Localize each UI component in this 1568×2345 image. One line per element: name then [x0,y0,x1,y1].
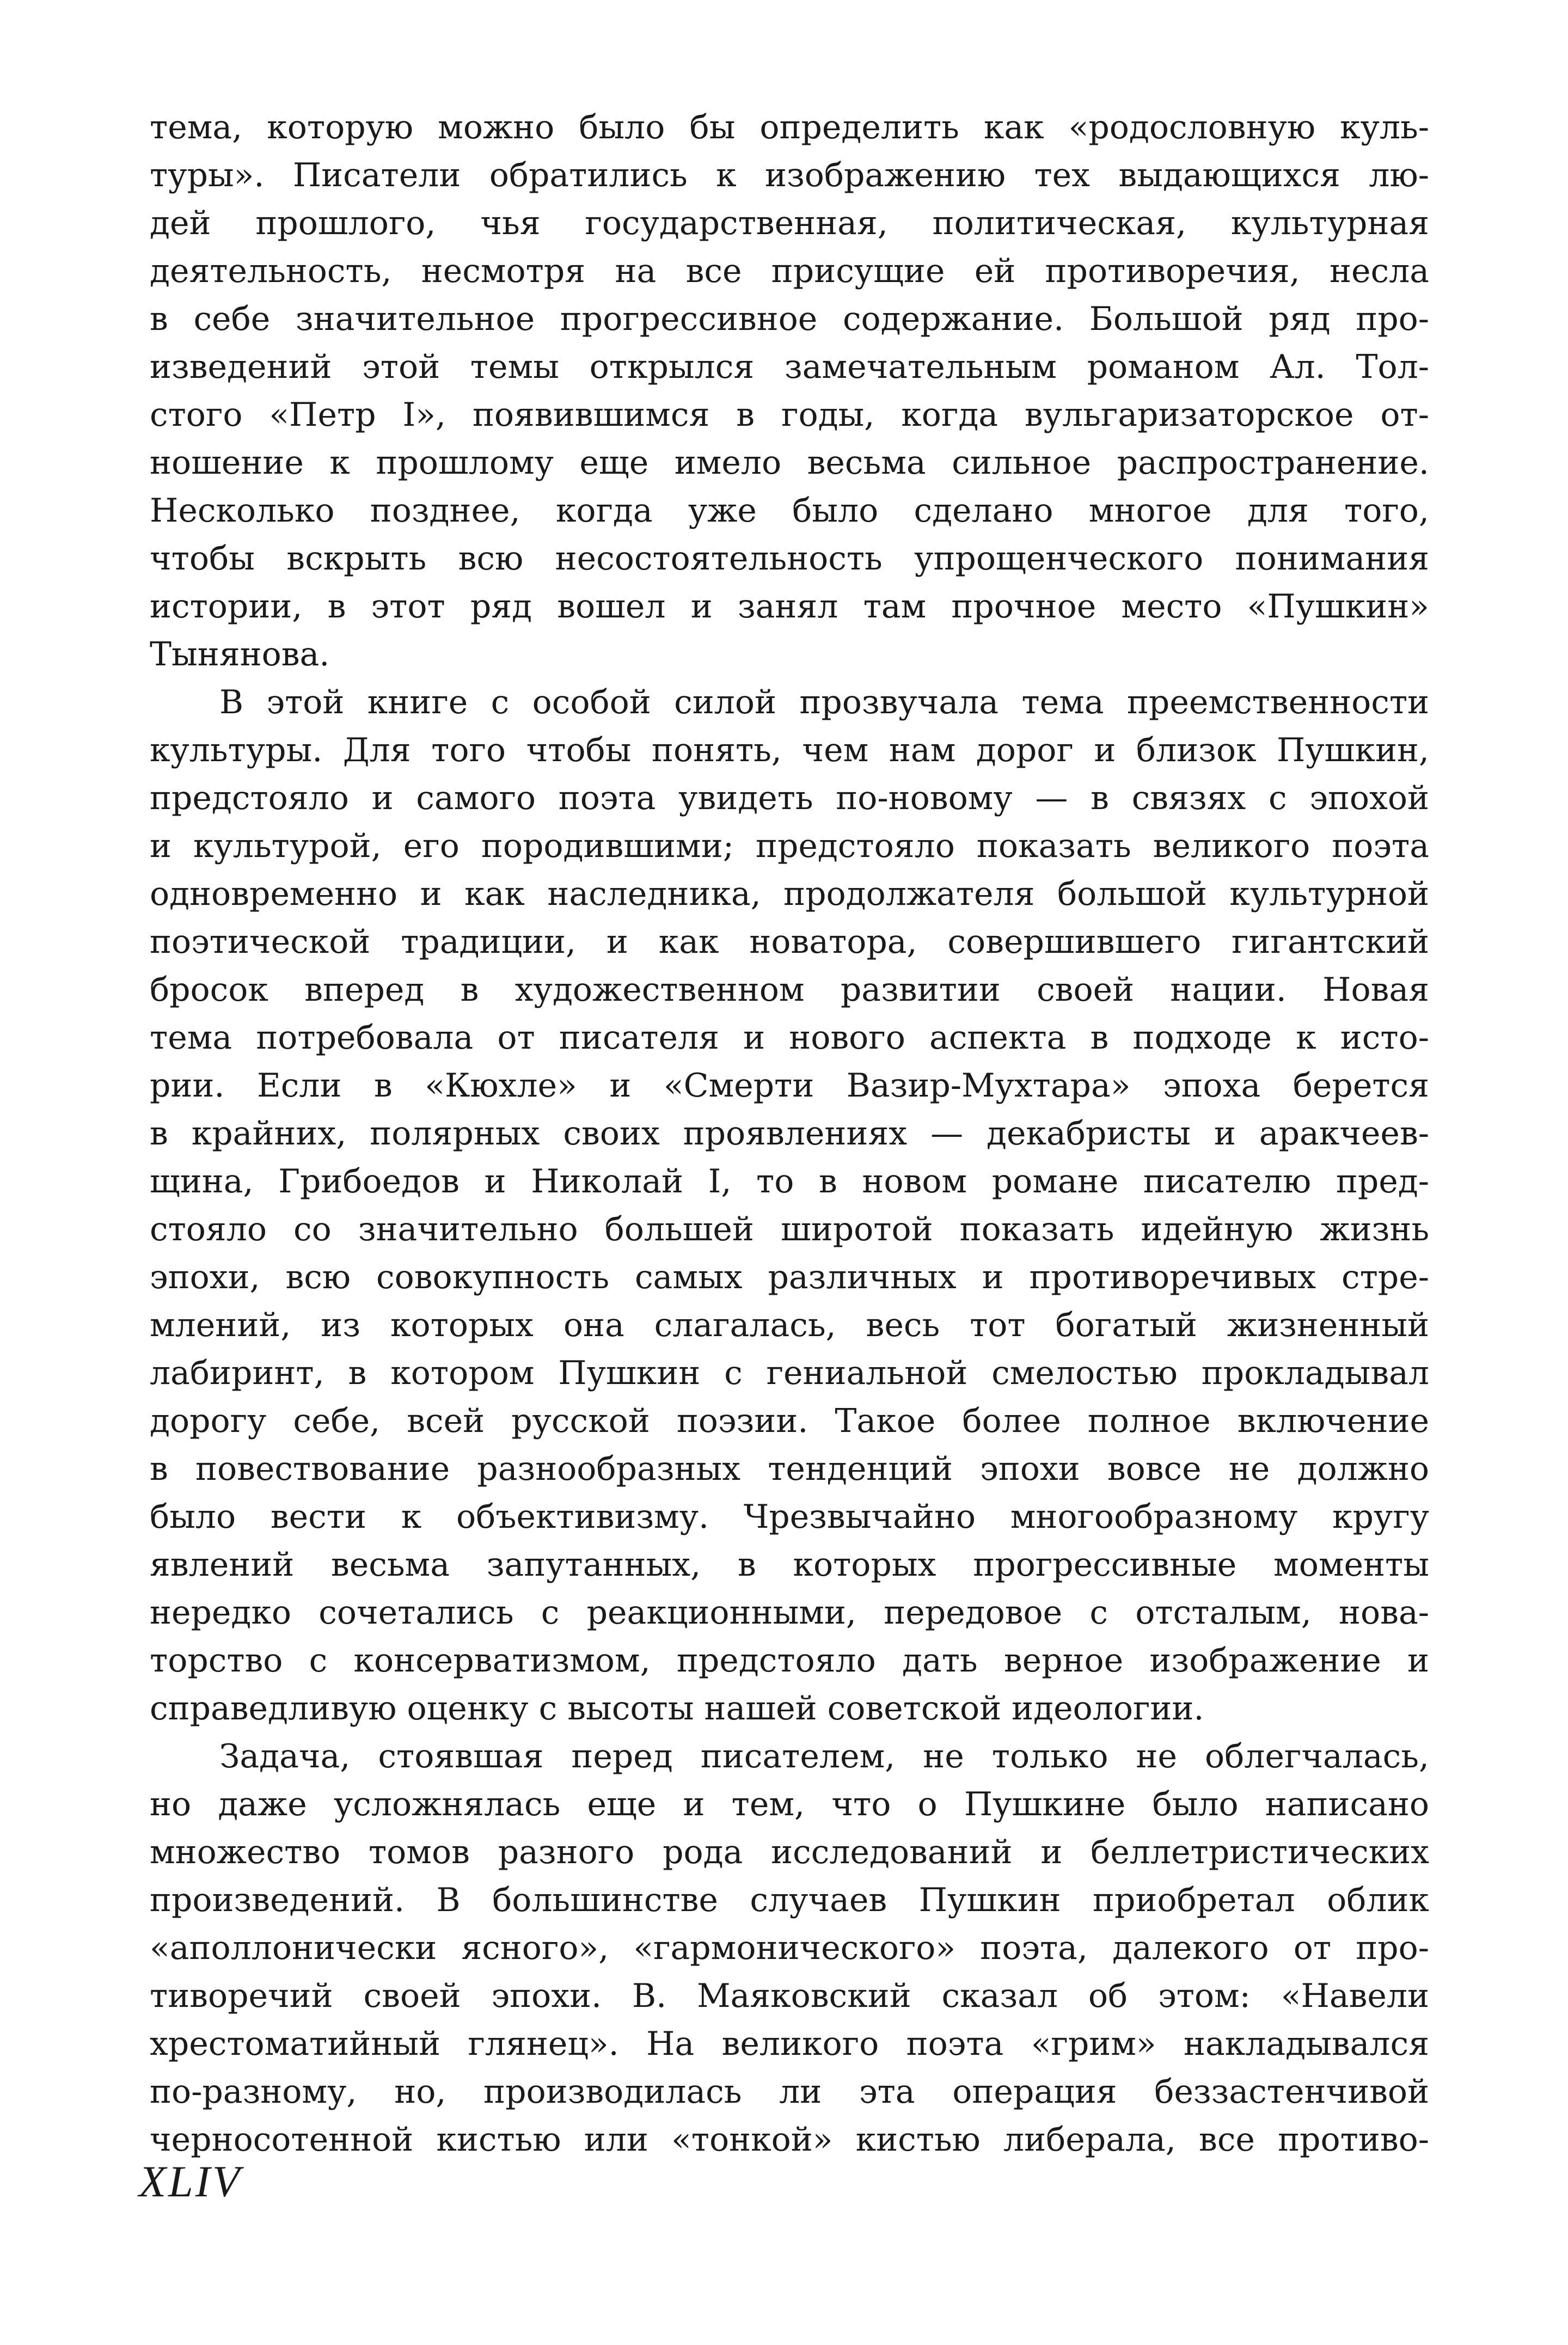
text-line: тема, которую можно было бы определить как «родословную куль- [150,108,1429,146]
text-line: нередко сочетались с реакционными, передовое с отсталым, нова- [150,1594,1429,1632]
text-line: В этой книге с особой силой прозвучала тема преемственности [219,683,1429,721]
text-line: лабиринт, в котором Пушкин с гениальной смелостью прокладывал [150,1354,1429,1392]
text-line: бросок вперед в художественном развитии своей нации. Новая [150,971,1429,1009]
text-line: явлений весьма запутанных, в которых прогрессивные моменты [150,1546,1429,1584]
text-line: млений, из которых она слагалась, весь тот богатый жизненный [150,1306,1429,1344]
text-line: торство с консерватизмом, предстояло дать верное изображение и [150,1642,1429,1680]
text-line: Задача, стоявшая перед писателем, не только не облегчалась, [219,1737,1429,1775]
text-line: чтобы вскрыть всю несостоятельность упрощенческого понимания [150,540,1429,578]
text-line: тиворечий своей эпохи. В. Маяковский сказал об этом: «Навели [150,1977,1429,2015]
text-line: туры». Писатели обратились к изображению тех выдающихся лю- [150,156,1429,194]
text-line: Несколько позднее, когда уже было сделано многое для того, [150,492,1429,530]
paragraph [150,678,1429,1732]
text-line: произведений. В большинстве случаев Пушкин приобретал облик [150,1881,1429,1919]
text-line: было вести к объективизму. Чрезвычайно многообразному кругу [150,1498,1429,1536]
paragraph [150,103,1429,678]
text-line: но даже усложнялась еще и тем, что о Пушкине было написано [150,1785,1429,1823]
text-line: дорогу себе, всей русской поэзии. Такое более полное включение [150,1402,1429,1440]
page-number: XLIV [139,2157,242,2206]
text-line: культуры. Для того чтобы понять, чем нам дорог и близок Пушкин, [150,731,1429,769]
text-line: поэтической традиции, и как новатора, совершившего гигантский [150,923,1429,961]
text-line: справедливую оценку с высоты нашей советской идеологии. [150,1689,1204,1728]
text-line: в себе значительное прогрессивное содержание. Большой ряд про- [150,300,1429,338]
text-line: стого «Петр I», появившимся в годы, когда вульгаризаторское от- [150,396,1429,434]
text-line: и культурой, его породившими; предстояло показать великого поэта [150,827,1429,865]
text-line: в крайних, полярных своих проявлениях — декабристы и аракчеев- [150,1115,1429,1153]
body-text [150,103,1429,2164]
text-line: тема потребовала от писателя и нового аспекта в подходе к исто- [150,1019,1429,1057]
text-line: «аполлонически ясного», «гармонического» поэта, далекого от про- [150,1929,1429,1967]
text-line: рии. Если в «Кюхле» и «Смерти Вазир-Мухтара» эпоха берется [150,1067,1429,1105]
text-line: одновременно и как наследника, продолжателя большой культурной [150,875,1429,913]
text-line: черносотенной кистью или «тонкой» кистью либерала, все противо- [150,2121,1429,2159]
text-line: ношение к прошлому еще имело весьма сильное распространение. [150,444,1429,482]
text-line: хрестоматийный глянец». На великого поэта «грим» накладывался [150,2025,1429,2063]
text-line: стояло со значительно большей широтой показать идейную жизнь [150,1210,1429,1248]
text-line: предстояло и самого поэта увидеть по-новому — в связях с эпохой [150,779,1429,817]
text-line: истории, в этот ряд вошел и занял там прочное место «Пушкин» [150,587,1429,626]
text-line: эпохи, всю совокупность самых различных и противоречивых стре- [150,1258,1429,1296]
text-line: изведений этой темы открылся замечательным романом Ал. Тол- [150,348,1429,386]
text-line: щина, Грибоедов и Николай I, то в новом романе писателю пред- [150,1162,1429,1201]
paragraph [150,1732,1429,2164]
text-line: деятельность, несмотря на все присущие ей противоречия, несла [150,252,1429,290]
text-line: Тынянова. [150,635,330,674]
text-line: по-разному, но, производилась ли эта операция беззастенчивой [150,2073,1429,2111]
text-line: дей прошлого, чья государственная, политическая, культурная [150,204,1429,242]
text-line: в повествование разнообразных тенденций эпохи вовсе не должно [150,1450,1429,1488]
text-line: множество томов разного рода исследований и беллетристических [150,1833,1429,1871]
